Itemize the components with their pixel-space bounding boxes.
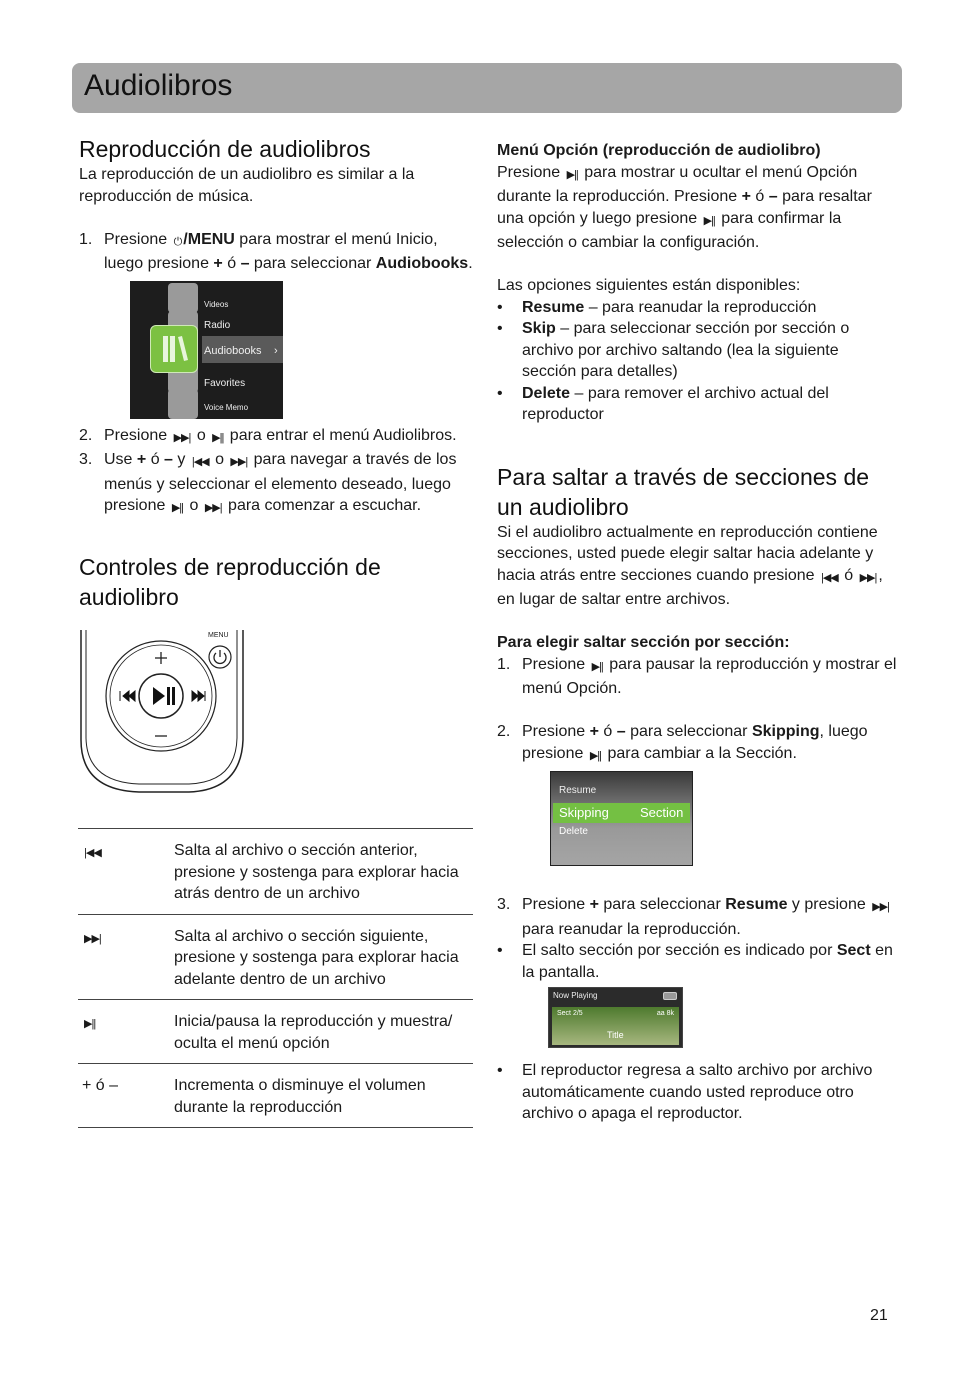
menu-item-favorites: Favorites [204, 377, 246, 389]
list-item: • El salto sección por sección es indicado por Sect en la pantalla. Now Playing Sect 2/5 aa 8k Title [497, 940, 897, 1048]
play-pause-icon: ▶|| [212, 431, 224, 444]
chevron-right-icon: › [274, 344, 278, 357]
play-pause-icon: ▶|| [84, 1018, 96, 1030]
table-row: ▶|| Inicia/pausa la reproducción y muestra/ oculta el menú opción [78, 1000, 473, 1064]
videos-thumb-icon [168, 283, 198, 313]
header-banner [72, 63, 902, 113]
previous-icon: |◀◀ [820, 571, 838, 584]
list-item: • Skip – para seleccionar sección por sección o archivo por archivo saltando (lea la siguiente sección para detalles) [497, 320, 850, 380]
heading-option-menu: Menú Opción (reproducción de audiolibro) [497, 142, 821, 159]
page-number: 21 [870, 1307, 888, 1324]
list-item: • Delete – para remover el archivo actual del reproductor [497, 384, 829, 423]
play-pause-icon: ▶|| [566, 168, 578, 181]
next-icon: ▶▶| [204, 502, 222, 514]
option-screenshot [550, 771, 693, 866]
previous-icon: |◀◀ [84, 847, 101, 859]
power-icon: ⏻ [173, 235, 182, 248]
menu-item-voice-memo: Voice Memo [204, 402, 249, 412]
audiobooks-icon [150, 325, 198, 373]
option-skipping: Skipping [559, 805, 609, 820]
list-item: • Resume – para reanudar la reproducción [497, 298, 817, 316]
option-delete: Delete [559, 826, 588, 837]
track-title: Title [607, 1030, 624, 1040]
next-icon: ▶▶| [84, 932, 101, 945]
device-controls-drawing [79, 630, 254, 795]
bitrate-label: aa 8k [656, 1010, 674, 1017]
next-icon: ▶▶| [173, 431, 191, 444]
step-3: 3. Use + ó – y |◀◀ o ▶▶| para navegar a través de los menús y seleccionar el elemento deseado, luego presione ▶|| o ▶▶| para comenzar a escuchar. [79, 449, 474, 520]
option-text: Presione ▶|| para mostrar u ocultar el menú Opción durante la reproducción. Presione + ó – para resaltar una opción y luego presione ▶|| para confirmar la selección o cambiar la configuración. [497, 163, 872, 251]
option-resume: Resume [559, 785, 597, 796]
table-row: + ó – Incrementa o disminuye el volumen durante la reproducción [78, 1064, 473, 1128]
table-row: |◀◀ Salta al archivo o sección anterior, presione y sostenga para explorar hacia atrás dentro de un archivo [78, 829, 473, 915]
heading-choose-section: Para elegir saltar sección por sección: [497, 634, 790, 651]
battery-icon [663, 992, 677, 1000]
previous-icon: |◀◀ [191, 456, 209, 468]
intro-text: La reproducción de un audiolibro es similar a la reproducción de música. [79, 166, 415, 205]
table-row: ▶▶| Salta al archivo o sección siguiente, presione y sostenga para explorar hacia adelante dentro de un archivo [78, 914, 473, 1000]
next-icon: ▶▶| [872, 901, 889, 913]
heading-playback: Reproducción de audiolibros [79, 136, 371, 162]
menu-item-videos: Videos [204, 299, 229, 309]
play-pause-icon: ▶|| [171, 502, 184, 514]
step-2: 2. Presione + ó – para seleccionar Skipping, luego presione ▶|| para cambiar a la Sección. Resume Skipping Section Delete [497, 721, 897, 866]
menu-item-audiobooks: Audiobooks [204, 344, 262, 357]
menu-item-radio: Radio [204, 319, 231, 331]
play-pause-icon: ▶|| [591, 660, 603, 673]
step-3: 3. Presione + para seleccionar Resume y presione ▶▶| para reanudar la reproducción. [497, 896, 889, 938]
now-playing-label: Now Playing [553, 991, 598, 1000]
sect-indicator: Sect 2/5 [557, 1010, 583, 1017]
play-pause-icon: ▶|| [703, 214, 715, 227]
menu-screenshot [130, 281, 283, 419]
voice-memo-thumb-icon [168, 389, 198, 419]
right-column [497, 140, 897, 1125]
device-illustration [79, 630, 254, 795]
next-icon: ▶▶| [230, 456, 248, 468]
step-1: 1. Presione ⏻ /MENU para mostrar el menú Inicio, luego presione + ó – para seleccionar Audiobooks. Videos Radio Audiobooks › Favorites Voice Memo [79, 229, 474, 419]
play-pause-icon: ▶|| [589, 749, 602, 762]
skip-text: Si el audiolibro actualmente en reproducción contiene secciones, usted puede elegir saltar hacia adelante y hacia atrás entre secciones cuando presione |◀◀ ó ▶▶| , en lugar de saltar entre archivos. [497, 523, 883, 608]
step-2: 2. Presione ▶▶| o ▶|| para entrar el menú Audiolibros. [79, 425, 474, 450]
left-column [79, 134, 474, 795]
heading-controls: Controles de reproducción de audiolibro [79, 553, 381, 610]
list-item: • El reproductor regresa a salto archivo por archivo automáticamente cuando usted reproduce otro archivo o apaga el reproductor. [497, 1062, 873, 1122]
now-playing-screenshot [548, 987, 683, 1048]
device-menu-label: MENU [208, 631, 229, 639]
page-title: Audiolibros [84, 69, 233, 102]
option-section: Section [640, 805, 684, 820]
step-1: 1. Presione ▶|| para pausar la reproducción y mostrar el menú Opción. [497, 655, 897, 697]
controls-table [78, 828, 473, 1128]
next-icon: ▶▶| [859, 571, 877, 584]
heading-skip-sections: Para saltar a través de secciones de un audiolibro [497, 463, 870, 520]
available-text: Las opciones siguientes están disponibles: [497, 277, 801, 294]
